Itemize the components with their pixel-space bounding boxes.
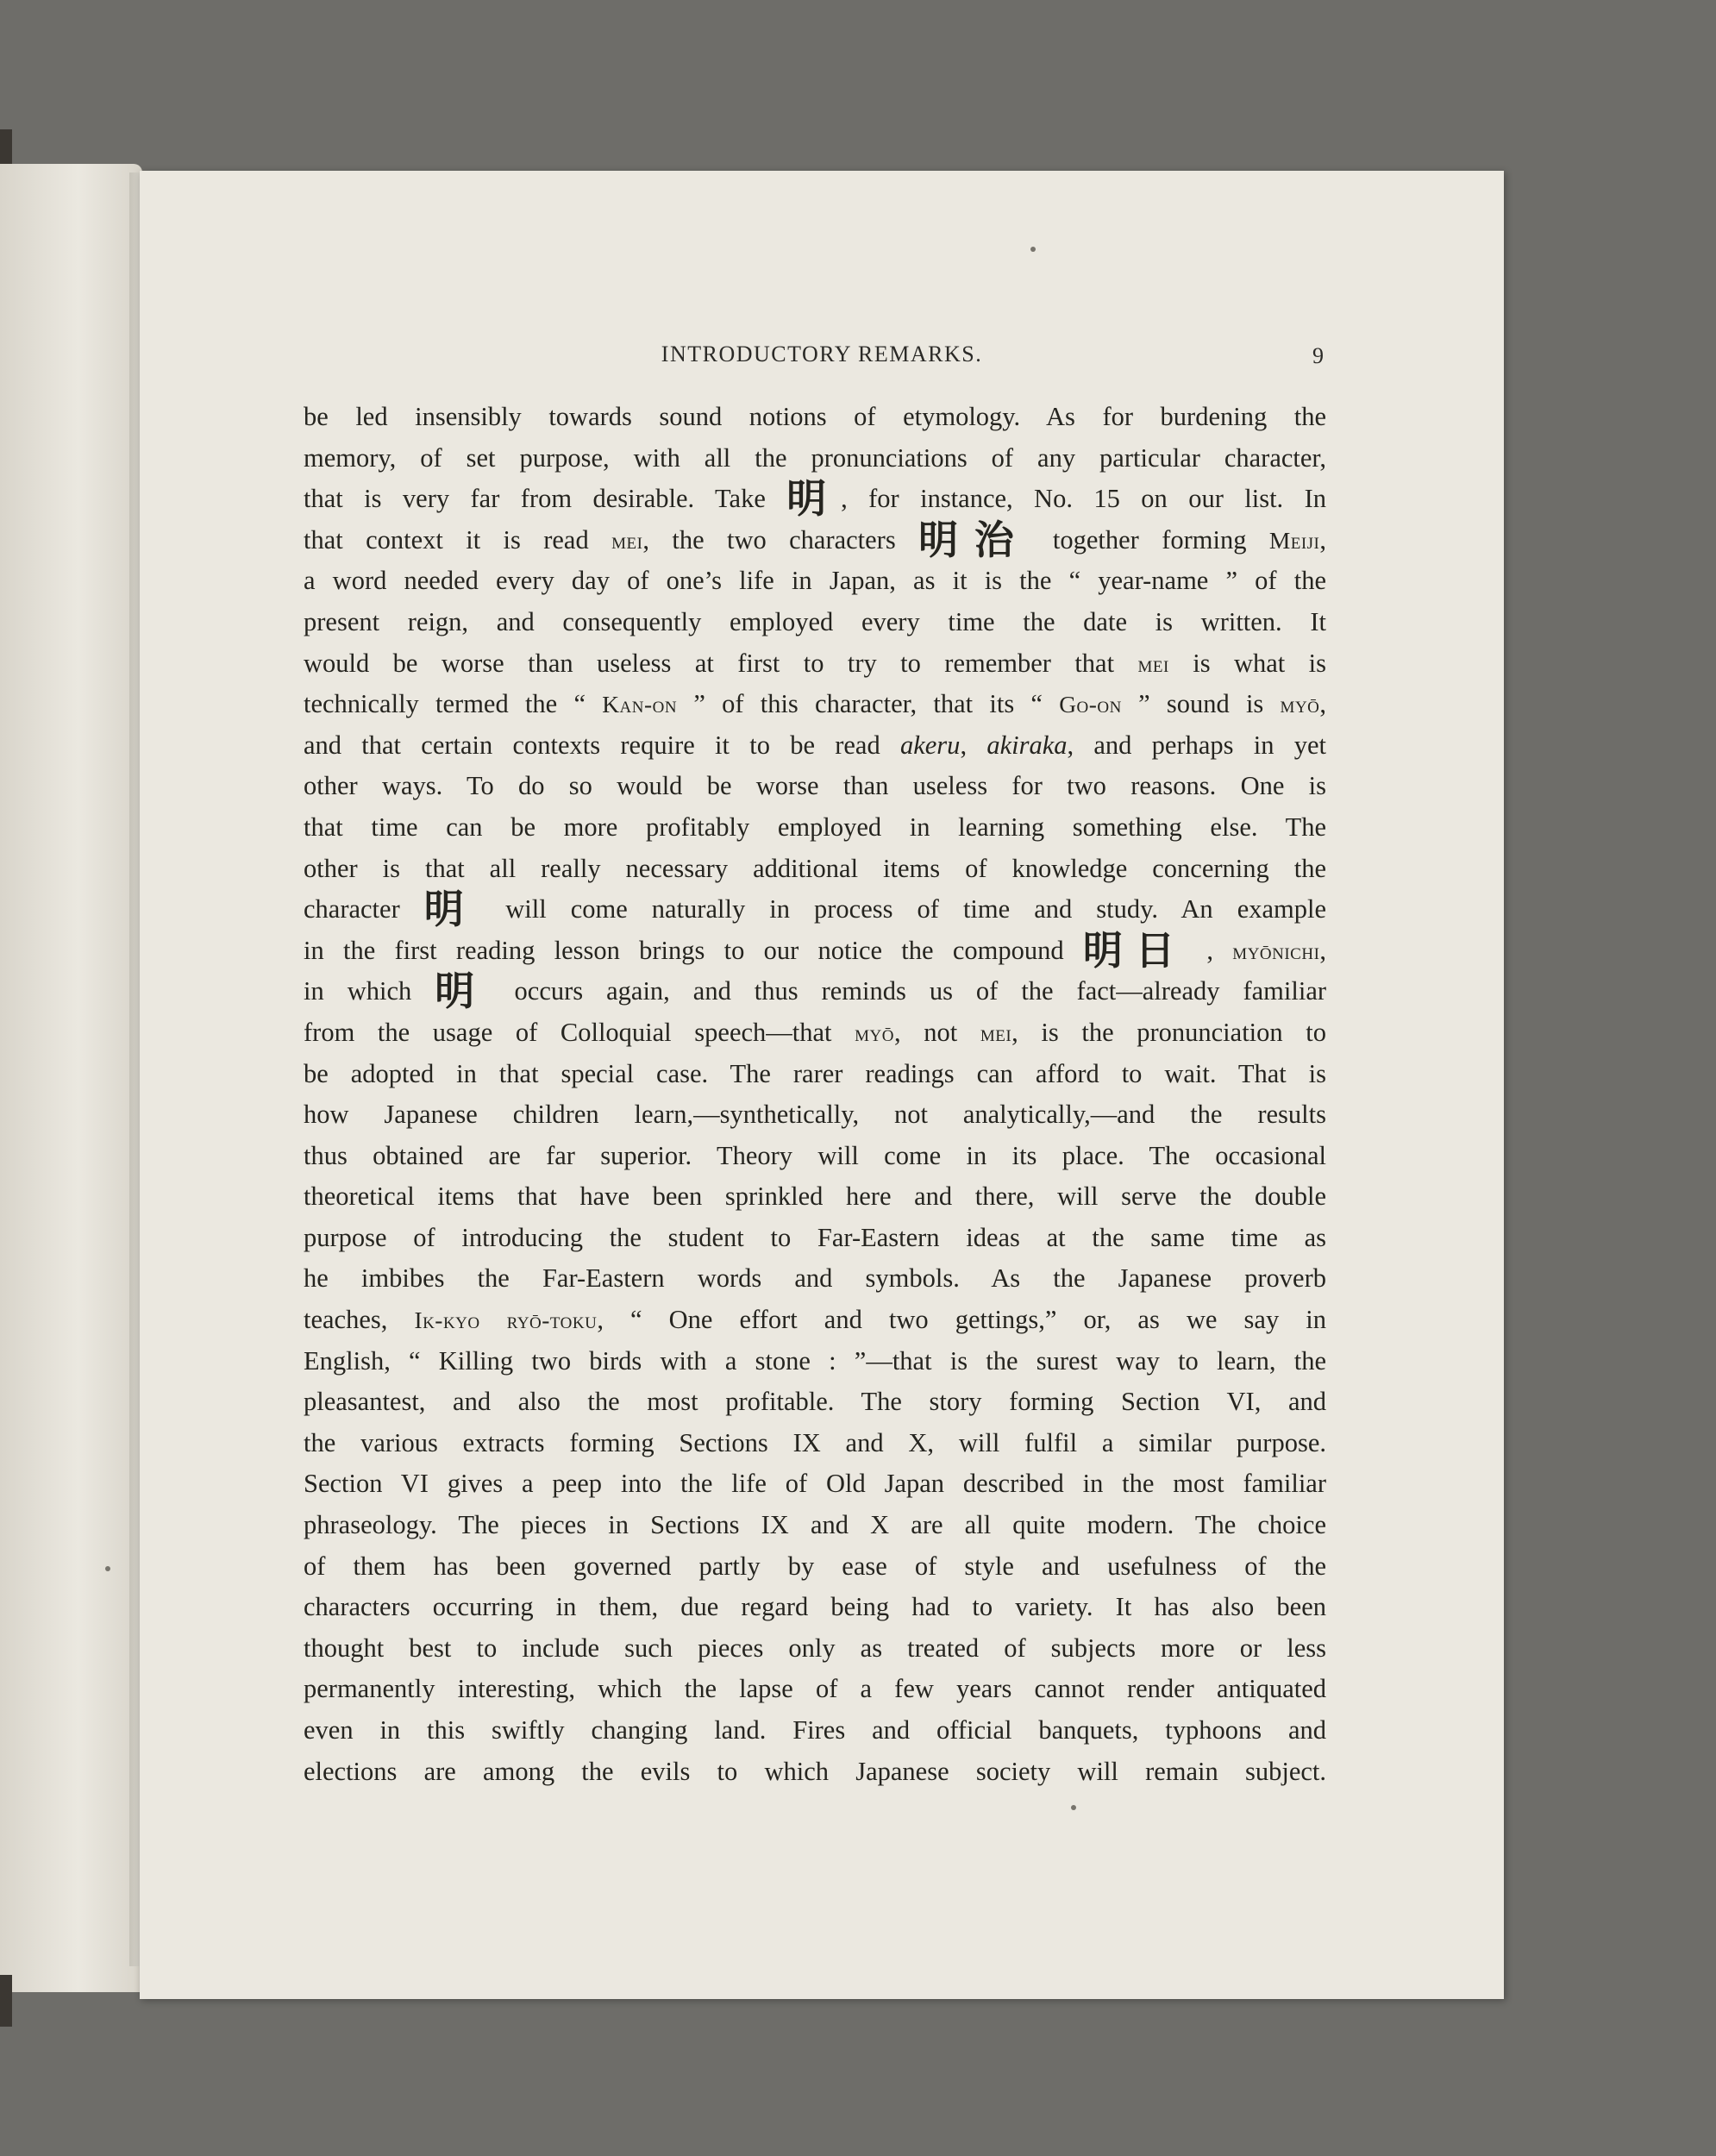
text-line: other ways. To do so would be worse than useless for two reasons. One is — [304, 771, 1326, 801]
term-myo: myō — [1280, 692, 1320, 718]
text-line: that time can be more profitably employed in learning something else. The — [304, 812, 1326, 842]
term-mei: mei — [1137, 650, 1169, 677]
text-line: that context it is read mei, the two characters 明治 together forming Meiji, — [304, 516, 1326, 563]
kanji-myonichi: 明日 — [1082, 926, 1188, 974]
text-line: technically termed the “ Kan-on ” of this character, that its “ Go-on ” sound is myō, — [304, 689, 1327, 719]
left-page-edge — [0, 164, 142, 1992]
book-binding-top — [0, 129, 12, 168]
text-line: permanently interesting, which the lapse of a few years cannot render antiquated — [304, 1674, 1326, 1704]
text-line: present reign, and consequently employed every time the date is written. It — [304, 606, 1326, 636]
term-mei: mei — [980, 1019, 1012, 1046]
text-line: in the first reading lesson brings to our notice the compound 明日 , myōnichi, — [304, 926, 1327, 974]
text-line: thought best to include such pieces only as treated of subjects more or less — [304, 1633, 1326, 1663]
term-myo: myō — [855, 1019, 894, 1046]
text-line: a word needed every day of one’s life in Japan, as it is the “ year-name ” of the — [304, 566, 1326, 596]
book-binding-bottom — [0, 1975, 12, 2027]
text-line: theoretical items that have been sprinkled here and there, will serve the double — [304, 1181, 1326, 1212]
paper-speck — [1030, 247, 1036, 252]
running-head: INTRODUCTORY REMARKS. — [661, 342, 983, 367]
page-number: 9 — [1312, 343, 1324, 368]
text-line: would be worse than useless at first to try to remember that mei is what is — [304, 648, 1326, 678]
text-line: be led insensibly towards sound notions of etymology. As for burdening the — [304, 402, 1326, 431]
text-line: characters occurring in them, due regard being had to variety. It has also been — [304, 1592, 1326, 1622]
text-line: memory, of set purpose, with all the pronunciations of any particular character, — [304, 442, 1326, 473]
text-line: be adopted in that special case. The rarer readings can afford to wait. That is — [304, 1058, 1326, 1088]
text-line: other is that all really necessary additional items of knowledge concerning the — [304, 853, 1326, 883]
text-line: of them has been governed partly by ease of style and usefulness of the — [304, 1551, 1326, 1581]
kanji-meiji: 明治 — [918, 516, 1030, 563]
kanji-mei: 明 — [423, 886, 482, 933]
term-ryo-toku: ryō-toku — [506, 1307, 598, 1334]
text-line: teaches, Ik-kyo ryō-toku, “ One effort and two gettings,” or, as we say in — [304, 1305, 1326, 1335]
text-line: elections are among the evils to which Japanese society will remain subject. — [304, 1756, 1326, 1786]
term-go-on: Go-on — [1059, 692, 1122, 718]
paper-speck — [1071, 1805, 1076, 1810]
text-line: pleasantest, and also the most profitable. The story forming Section VI, and — [304, 1387, 1326, 1417]
term-kan-on: Kan-on — [602, 692, 678, 718]
paper-speck — [105, 1566, 110, 1571]
term-meiji: Meiji — [1268, 527, 1320, 554]
kanji-mei: 明 — [786, 475, 842, 523]
text-line: thus obtained are far superior. Theory will come in its place. The occasional — [304, 1140, 1326, 1170]
text-line: purpose of introducing the student to Far-Eastern ideas at the same time as — [304, 1222, 1326, 1252]
term-mei: mei — [611, 527, 643, 554]
text-line: character 明 will come naturally in process of time and study. An example — [304, 886, 1326, 933]
text-line: phraseology. The pieces in Sections IX and X are all quite modern. The choice — [304, 1510, 1326, 1540]
text-line: from the usage of Colloquial speech—that myō, not mei, is the pronunciation to — [304, 1017, 1326, 1047]
book-page — [140, 171, 1504, 1999]
text-line: in which 明 occurs again, and thus reminds us of the fact—already familiar — [304, 968, 1327, 1015]
text-line: even in this swiftly changing land. Fires and official banquets, typhoons and — [304, 1715, 1326, 1745]
term-myonichi: myōnichi — [1232, 937, 1320, 964]
text-line: he imbibes the Far-Eastern words and symbols. As the Japanese proverb — [304, 1263, 1326, 1294]
text-line: that is very far from desirable. Take 明, for instance, No. 15 on our list. In — [304, 475, 1326, 523]
body-text — [304, 397, 1326, 1792]
text-line: Section VI gives a peep into the life of Old Japan described in the most familiar — [304, 1469, 1326, 1499]
term-akiraka: akiraka — [986, 730, 1068, 760]
text-line: the various extracts forming Sections IX and X, will fulfil a similar purpose. — [304, 1427, 1326, 1457]
text-line: English, “ Killing two birds with a stone : ”—that is the surest way to learn, the — [304, 1345, 1326, 1376]
kanji-mei: 明 — [435, 968, 492, 1015]
term-ik-kyo: Ik-kyo — [414, 1307, 480, 1334]
term-akeru: akeru — [899, 730, 961, 760]
text-line: and that certain contexts require it to be read akeru, akiraka, and perhaps in yet — [304, 730, 1327, 760]
text-line: how Japanese children learn,—synthetically, not analytically,—and the results — [304, 1100, 1326, 1130]
